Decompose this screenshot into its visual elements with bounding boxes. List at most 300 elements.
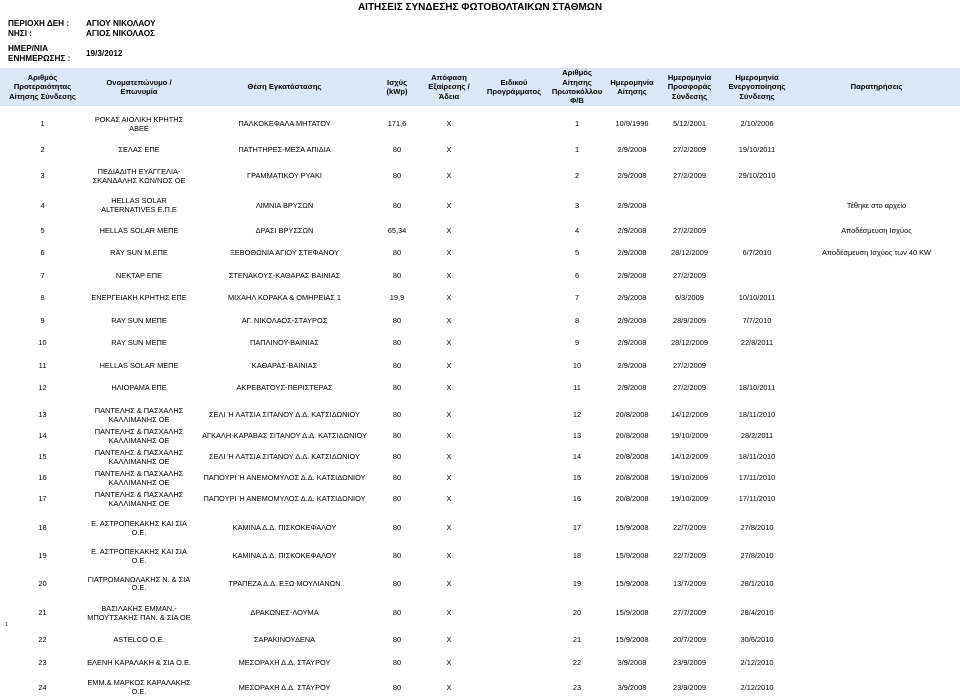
cell-special: [480, 426, 548, 447]
cell-notes: [793, 144, 960, 157]
cell-protocol: 4: [574, 225, 580, 235]
cell-priority: 1: [40, 119, 45, 129]
cell-power: 19,9: [389, 293, 405, 303]
col-header-offer-date: Ημερομηνία Προσφοράς Σύνδεσης: [658, 68, 721, 106]
cell-priority: 22: [38, 635, 47, 645]
cell-exemption: X: [446, 315, 452, 325]
cell-power: 80: [392, 360, 402, 370]
cell-offer-date: 27/2/2009: [673, 270, 706, 280]
cell-power: 80: [392, 551, 402, 561]
table-row: [0, 166, 960, 187]
cell-activation-date: 17/11/2010: [738, 494, 776, 504]
row-spacer: [0, 238, 960, 248]
row-spacer: [0, 305, 960, 315]
cell-protocol: 6: [574, 270, 580, 280]
cell-location: ΚΑΘΑΡΑΣ-ΒΑΙΝΙΑΣ: [251, 360, 318, 370]
cell-name: ΒΑΣΙΛΑΚΗΣ ΕΜΜΑΝ.-ΜΠΟΥΤΣΑΚΗΣ ΠΑΝ. & ΣΙΑ ΟΕ: [87, 603, 191, 622]
cell-protocol: 1: [574, 144, 580, 154]
cell-special: [480, 405, 548, 426]
cell-priority: 15: [38, 452, 47, 462]
cell-notes: [793, 166, 960, 187]
spacer-cell: [0, 283, 960, 293]
cell-notes: [793, 634, 960, 647]
cell-special: [480, 679, 548, 697]
cell-offer-date: 23/9/2009: [673, 657, 706, 667]
cell-offer-date: 27/2/2009: [673, 144, 706, 154]
table-row: [0, 426, 960, 447]
cell-name: ΠΕΔΙΑΔΙΤΗ ΕΥΑΓΓΕΛΙΑ-ΣΚΑΝΔΑΛΗΣ ΚΩΝ/ΝΟΣ ΟΕ: [92, 166, 186, 185]
spacer-cell: [0, 350, 960, 360]
cell-exemption: X: [446, 551, 452, 561]
table-row: [0, 144, 960, 157]
cell-name: ΗΛΙΟΡΑΜΑ ΕΠΕ: [111, 383, 167, 393]
cell-location: ΞΕΒΟΘΩΝΙΑ ΑΓΙΟΥ ΣΤΕΦΑΝΟΥ: [229, 248, 340, 258]
cell-name: ΠΑΝΤΕΛΗΣ & ΠΑΣΧΑΛΗΣ ΚΑΛΛΙΜΑΝΗΣ ΟΕ: [94, 468, 184, 487]
cell-exemption: X: [446, 682, 452, 692]
cell-priority: 3: [40, 171, 45, 181]
table-row: [0, 248, 960, 261]
cell-location: ΠΑΠΛΙΝΟΥ-ΒΑΙΝΙΑΣ: [250, 338, 319, 348]
table-row: [0, 548, 960, 566]
cell-offer-date: 6/3/2009: [675, 293, 704, 303]
cell-app-date: 2/9/2008: [617, 144, 647, 154]
cell-power: 171,6: [387, 119, 407, 129]
row-spacer: [0, 669, 960, 679]
cell-activation-date: [721, 225, 793, 238]
cell-protocol: 19: [572, 578, 582, 588]
col-header-exemption: Απόφαση Εξαίρεσης / Άδεια: [418, 68, 480, 106]
cell-app-date: 20/8/2008: [615, 494, 649, 504]
cell-name: ΠΑΝΤΕΛΗΣ & ΠΑΣΧΑΛΗΣ ΚΑΛΛΙΜΑΝΗΣ ΟΕ: [94, 447, 184, 466]
cell-priority: 14: [38, 431, 47, 441]
cell-activation-date: 18/10/2011: [738, 383, 776, 393]
cell-power: 80: [392, 523, 402, 533]
row-spacer: [0, 350, 960, 360]
cell-location: ΤΡΑΠΕΖΑ Δ.Δ. ΕΞΩ ΜΟΥΛΙΑΝΩΝ: [228, 578, 341, 588]
cell-notes: [793, 116, 960, 134]
table-row: [0, 293, 960, 306]
cell-notes: [793, 657, 960, 670]
cell-location: ΜΕΣΟΡΑΧΗ Δ.Δ. ΣΤΑΥΡΟΥ: [238, 657, 331, 667]
cell-power: 80: [392, 383, 402, 393]
cell-location: ΚΑΜΙΝΑ Δ.Δ. ΠΙΣΚΟΚΕΦΑΛΟΥ: [232, 551, 337, 561]
header-row: [0, 68, 960, 106]
cell-location: ΣΤΕΝΑΚΟΥΣ-ΚΑΘΑΡΑΣ ΒΑΙΝΙΑΣ: [228, 270, 341, 280]
island-label: ΝΗΣΙ :: [8, 29, 33, 38]
cell-exemption: X: [446, 578, 452, 588]
cell-app-date: 2/9/2008: [617, 270, 647, 280]
cell-location: ΔΡΑΣΙ ΒΡΥΣΣΩΝ: [255, 225, 314, 235]
cell-power: 80: [392, 682, 402, 692]
table-row: [0, 338, 960, 351]
region-label: ΠΕΡΙΟΧΗ ΔΕΗ :: [8, 19, 70, 28]
cell-protocol: 12: [572, 410, 582, 420]
cell-special: [480, 315, 548, 328]
cell-notes: [793, 315, 960, 328]
cell-special: [480, 468, 548, 489]
cell-offer-date: 28/12/2009: [671, 248, 708, 258]
cell-activation-date: 10/10/2011: [738, 293, 776, 303]
row-spacer: [0, 283, 960, 293]
cell-location: ΠΑΤΗΤΗΡΕΣ-ΜΕΣΑ ΑΠΙΔΙΑ: [238, 144, 331, 154]
table-row: [0, 520, 960, 538]
spacer-cell: [0, 647, 960, 657]
cell-location: ΣΕΛΙ Ή ΛΑΤΣΙΑ ΣΙΤΑΝΟΥ Δ.Δ. ΚΑΤΣΙΔΩΝΙΟΥ: [209, 452, 360, 462]
cell-priority: 8: [40, 293, 45, 303]
cell-activation-date: 2/12/2010: [740, 682, 774, 692]
cell-power: 80: [392, 171, 402, 181]
cell-protocol: 10: [572, 360, 582, 370]
applications-table: [0, 68, 960, 697]
cell-offer-date: [658, 197, 721, 215]
cell-activation-date: [721, 270, 793, 283]
cell-notes: [793, 360, 960, 373]
cell-notes: [793, 468, 960, 489]
spacer-cell: [0, 566, 960, 576]
spacer-cell: [0, 156, 960, 166]
cell-protocol: 20: [572, 608, 582, 618]
cell-notes: [793, 447, 960, 468]
table-row: [0, 489, 960, 510]
cell-app-date: 2/9/2008: [617, 225, 647, 235]
cell-exemption: X: [446, 383, 452, 393]
cell-special: [480, 166, 548, 187]
spacer-cell: [0, 305, 960, 315]
table-row: [0, 383, 960, 396]
cell-location: ΜΙΧΑΗΛ ΚΟΡΑΚΑ & ΟΜΗΡΕΙΑΣ 1: [227, 293, 342, 303]
cell-location: ΠΑΠΟΥΡΙ Ή ΑΝΕΜΟΜΥΛΟΣ Δ.Δ. ΚΑΤΣΙΔΩΝΙΟΥ: [203, 473, 366, 483]
cell-notes: Αποδέσμευση Ισχύος των 40 KW: [821, 248, 932, 258]
table-row: [0, 657, 960, 670]
col-header-location: Θέση Εγκατάστασης: [193, 68, 376, 106]
date-label-1: ΗΜΕΡ/ΝΙΑ: [8, 44, 49, 53]
cell-location: ΣΑΡΑΚΙΝΟΥΔΕΝΑ: [253, 635, 316, 645]
cell-priority: 21: [38, 608, 47, 618]
cell-offer-date: 19/10/2009: [671, 473, 708, 483]
cell-app-date: 2/9/2008: [617, 315, 647, 325]
cell-activation-date: 19/10/2011: [738, 144, 776, 154]
col-header-power: Ισχύς (kWp): [376, 68, 418, 106]
cell-activation-date: 2/10/2006: [740, 119, 774, 129]
cell-offer-date: 14/12/2009: [671, 452, 708, 462]
cell-priority: 11: [38, 360, 47, 370]
cell-special: [480, 248, 548, 261]
cell-activation-date: 28/1/2010: [740, 578, 774, 588]
cell-power: 80: [392, 494, 402, 504]
cell-location: ΛΙΜΝΙΑ ΒΡΥΣΩΝ: [255, 200, 314, 210]
cell-special: [480, 447, 548, 468]
cell-notes: [793, 383, 960, 396]
cell-exemption: X: [446, 635, 452, 645]
cell-special: [480, 144, 548, 157]
table-row: [0, 576, 960, 594]
date-label-2: ΕΝΗΜΕΡΩΣΗΣ :: [8, 54, 71, 63]
cell-name: RAY SUN ΜΕΠΕ: [111, 315, 167, 325]
cell-priority: 6: [40, 248, 45, 258]
cell-exemption: X: [446, 360, 452, 370]
cell-name: ASTELCO O.E.: [113, 635, 165, 645]
cell-location: ΑΚΡΕΒΑΤΟΥΣ-ΠΕΡΙΣΤΕΡΑΣ: [236, 383, 333, 393]
cell-exemption: X: [446, 473, 452, 483]
cell-name: HELLAS SOLAR ΜΕΠΕ: [99, 360, 179, 370]
cell-name: ΓΙΑΤΡΟΜΑΝΩΛΑΚΗΣ Ν. & ΣΙΑ Ο.Ε.: [87, 574, 191, 593]
cell-name: ΝΕΚΤΑΡ ΕΠΕ: [115, 270, 163, 280]
cell-power: 80: [392, 200, 402, 210]
row-spacer: [0, 373, 960, 383]
cell-protocol: 11: [573, 383, 581, 393]
cell-special: [480, 548, 548, 566]
cell-offer-date: 28/9/2009: [673, 315, 706, 325]
cell-power: 80: [392, 473, 402, 483]
cell-exemption: X: [446, 431, 452, 441]
cell-activation-date: 27/8/2010: [740, 523, 774, 533]
table-row: [0, 679, 960, 697]
cell-offer-date: 27/2/2009: [673, 171, 706, 181]
cell-notes: [793, 270, 960, 283]
cell-priority: 2: [40, 144, 45, 154]
cell-activation-date: 17/11/2010: [738, 473, 776, 483]
cell-protocol: 15: [572, 473, 582, 483]
cell-app-date: 15/9/2008: [615, 523, 649, 533]
cell-activation-date: 29/10/2010: [738, 171, 776, 181]
cell-special: [480, 197, 548, 215]
col-header-name: Ονοματεπώνυμο / Επωνυμία: [85, 68, 193, 106]
cell-app-date: 2/9/2008: [617, 293, 647, 303]
cell-app-date: 2/9/2008: [617, 338, 647, 348]
cell-offer-date: 27/2/2009: [673, 360, 706, 370]
row-spacer: [0, 260, 960, 270]
cell-power: 80: [392, 635, 402, 645]
cell-exemption: X: [446, 410, 452, 420]
cell-notes: [793, 520, 960, 538]
cell-offer-date: 13/7/2009: [673, 578, 706, 588]
cell-exemption: X: [446, 338, 452, 348]
cell-activation-date: 30/6/2010: [740, 635, 774, 645]
cell-offer-date: 20/7/2009: [673, 635, 706, 645]
cell-priority: 13: [38, 410, 47, 420]
cell-priority: 10: [38, 338, 47, 348]
cell-protocol: 16: [572, 494, 582, 504]
cell-special: [480, 634, 548, 647]
col-header-app-date: Ημερομηνία Αίτησης: [606, 68, 658, 106]
cell-special: [480, 576, 548, 594]
table-row: [0, 468, 960, 489]
cell-exemption: X: [446, 225, 452, 235]
cell-app-date: 15/9/2008: [615, 551, 649, 561]
cell-offer-date: 22/7/2009: [673, 523, 706, 533]
cell-special: [480, 225, 548, 238]
cell-exemption: X: [446, 171, 452, 181]
cell-priority: 7: [40, 270, 45, 280]
cell-offer-date: 27/2/2009: [673, 225, 706, 235]
spacer-cell: [0, 134, 960, 144]
cell-app-date: 2/9/2008: [617, 360, 647, 370]
cell-notes: [793, 603, 960, 624]
cell-protocol: 14: [572, 452, 582, 462]
cell-protocol: 22: [572, 657, 582, 667]
spacer-cell: [0, 624, 960, 634]
cell-name: RAY SUN M.ΕΠΕ: [110, 248, 168, 258]
cell-power: 80: [392, 452, 402, 462]
cell-activation-date: 7/7/2010: [742, 315, 772, 325]
cell-location: ΑΓ. ΝΙΚΟΛΑΟΣ-ΣΤΑΥΡΟΣ: [241, 315, 328, 325]
cell-offer-date: 19/10/2009: [671, 494, 708, 504]
cell-protocol: 7: [574, 293, 580, 303]
cell-special: [480, 116, 548, 134]
cell-app-date: 15/9/2008: [615, 578, 649, 588]
cell-priority: 16: [38, 473, 47, 483]
cell-special: [480, 520, 548, 538]
cell-app-date: 15/9/2008: [615, 608, 649, 618]
cell-offer-date: 5/12/2001: [673, 119, 706, 129]
cell-priority: 9: [40, 315, 45, 325]
island-value: ΑΓΙΟΣ ΝΙΚΟΛΑΟΣ: [86, 29, 155, 38]
cell-notes: [793, 426, 960, 447]
cell-protocol: 1: [574, 119, 580, 129]
spacer-cell: [0, 238, 960, 248]
cell-exemption: X: [446, 293, 452, 303]
row-spacer: [0, 395, 960, 405]
cell-notes: Αποδέσμευση Ισχύος: [841, 225, 912, 235]
cell-activation-date: [721, 360, 793, 373]
cell-protocol: 18: [572, 551, 582, 561]
date-value: 19/3/2012: [86, 49, 123, 58]
cell-priority: 18: [38, 523, 47, 533]
cell-exemption: X: [446, 270, 452, 280]
cell-exemption: X: [446, 248, 452, 258]
cell-name: ΕΜΜ.& ΜΑΡΚΟΣ ΚΑΡΑΛΑΚΗΣ Ο.Ε.: [87, 678, 191, 697]
cell-power: 80: [392, 248, 402, 258]
table-row: [0, 225, 960, 238]
cell-priority: 23: [38, 657, 47, 667]
row-spacer: [0, 215, 960, 225]
row-spacer: [0, 647, 960, 657]
cell-power: 80: [392, 578, 402, 588]
page-title: ΑΙΤΗΣΕΙΣ ΣΥΝΔΕΣΗΣ ΦΩΤΟΒΟΛΤΑΙΚΩΝ ΣΤΑΘΜΩΝ: [357, 2, 603, 13]
cell-protocol: 13: [572, 431, 582, 441]
cell-exemption: X: [446, 657, 452, 667]
cell-app-date: 2/9/2008: [617, 200, 647, 210]
spacer-cell: [0, 215, 960, 225]
cell-special: [480, 293, 548, 306]
cell-activation-date: [721, 197, 793, 215]
cell-activation-date: 28/4/2010: [740, 608, 774, 618]
cell-name: ΠΑΝΤΕΛΗΣ & ΠΑΣΧΑΛΗΣ ΚΑΛΛΙΜΑΝΗΣ ΟΕ: [94, 489, 184, 508]
cell-location: ΣΕΛΙ Ή ΛΑΤΣΙΑ ΣΙΤΑΝΟΥ Δ.Δ. ΚΑΤΣΙΔΩΝΙΟΥ: [209, 410, 360, 420]
cell-name: ΕΝΕΡΓΕΙΑΚΗ ΚΡΗΤΗΣ ΕΠΕ: [91, 293, 187, 303]
cell-activation-date: 18/11/2010: [738, 410, 776, 420]
cell-exemption: X: [446, 144, 452, 154]
cell-power: 80: [392, 410, 402, 420]
cell-app-date: 2/9/2008: [617, 248, 647, 258]
cell-app-date: 20/8/2008: [615, 473, 649, 483]
cell-name: RAY SUN ΜΕΠΕ: [111, 338, 167, 348]
cell-protocol: 2: [574, 171, 580, 181]
cell-notes: [793, 405, 960, 426]
col-header-priority: Αριθμός Προτεραιότητας Αίτησης Σύνδεσης: [0, 68, 85, 106]
cell-special: [480, 657, 548, 670]
cell-special: [480, 270, 548, 283]
cell-exemption: X: [446, 608, 452, 618]
cell-priority: 20: [38, 578, 47, 588]
spacer-cell: [0, 593, 960, 603]
table-row: [0, 270, 960, 283]
cell-offer-date: 22/7/2009: [673, 551, 706, 561]
cell-offer-date: 28/12/2009: [671, 338, 708, 348]
cell-protocol: 23: [572, 682, 582, 692]
cell-app-date: 2/9/2008: [617, 171, 647, 181]
cell-location: ΠΑΠΟΥΡΙ Ή ΑΝΕΜΟΜΥΛΟΣ Δ.Δ. ΚΑΤΣΙΔΩΝΙΟΥ: [203, 494, 366, 504]
cell-protocol: 3: [574, 200, 580, 210]
cell-power: 80: [392, 315, 402, 325]
cell-notes: [793, 489, 960, 510]
table-row: [0, 360, 960, 373]
cell-notes: [793, 576, 960, 594]
cell-name: ΠΑΝΤΕΛΗΣ & ΠΑΣΧΑΛΗΣ ΚΑΛΛΙΜΑΝΗΣ ΟΕ: [94, 426, 184, 445]
cell-priority: 4: [40, 200, 45, 210]
spacer-cell: [0, 328, 960, 338]
cell-app-date: 20/8/2008: [615, 431, 649, 441]
table-row: [0, 405, 960, 426]
table-row: [0, 315, 960, 328]
cell-exemption: X: [446, 494, 452, 504]
cell-notes: [793, 338, 960, 351]
cell-special: [480, 338, 548, 351]
cell-location: ΔΡΑΚΩΝΕΣ-ΛΟΥΜΑ: [250, 608, 319, 618]
cell-app-date: 2/9/2008: [617, 383, 647, 393]
row-spacer: [0, 593, 960, 603]
cell-offer-date: 14/12/2009: [671, 410, 708, 420]
cell-notes: Τέθηκε στο αρχείο: [846, 200, 907, 210]
region-value: ΑΓΙΟΥ ΝΙΚΟΛΑΟΥ: [86, 19, 156, 28]
cell-offer-date: 27/2/2009: [673, 383, 706, 393]
cell-priority: 17: [38, 494, 47, 504]
table-row: [0, 116, 960, 134]
cell-protocol: 8: [574, 315, 580, 325]
cell-power: 80: [392, 338, 402, 348]
cell-protocol: 5: [574, 248, 580, 258]
cell-special: [480, 489, 548, 510]
cell-app-date: 20/8/2008: [615, 410, 649, 420]
cell-priority: 5: [40, 225, 45, 235]
cell-activation-date: 2/12/2010: [740, 657, 774, 667]
spacer-cell: [0, 395, 960, 405]
cell-activation-date: 6/7/2010: [742, 248, 772, 258]
col-header-protocol: Αριθμός Αίτησης Πρωτοκόλλου Φ/Β: [548, 68, 606, 106]
cell-offer-date: 19/10/2009: [671, 431, 708, 441]
spacer-cell: [0, 669, 960, 679]
cell-exemption: X: [446, 200, 452, 210]
cell-offer-date: 27/7/2009: [673, 608, 706, 618]
cell-name: HELLAS SOLAR ΜΕΠΕ: [99, 225, 179, 235]
cell-priority: 12: [38, 383, 47, 393]
row-spacer: [0, 624, 960, 634]
row-spacer: [0, 156, 960, 166]
cell-app-date: 20/8/2008: [615, 452, 649, 462]
row-spacer: [0, 328, 960, 338]
cell-protocol: 9: [574, 338, 580, 348]
cell-notes: [793, 679, 960, 697]
cell-name: HELLAS SOLAR ALTERNATIVES Ε.Π.Ε: [101, 196, 177, 215]
cell-name: Ε. ΑΣΤΡΟΠΕΚΑΚΗΣ ΚΑΙ ΣΙΑ Ο.Ε.: [91, 519, 187, 537]
cell-exemption: X: [446, 523, 452, 533]
spacer-cell: [0, 260, 960, 270]
cell-offer-date: 23/9/2009: [673, 682, 706, 692]
cell-activation-date: 28/2/2011: [740, 431, 774, 441]
col-header-special: Ειδικού Προγράμματος: [480, 68, 548, 106]
cell-name: ΡΟΚΑΣ ΑΙΟΛΙΚΗ ΚΡΗΤΗΣ ΑΒΕΕ: [94, 115, 184, 133]
col-header-notes: Παρατηρήσεις: [793, 68, 960, 106]
